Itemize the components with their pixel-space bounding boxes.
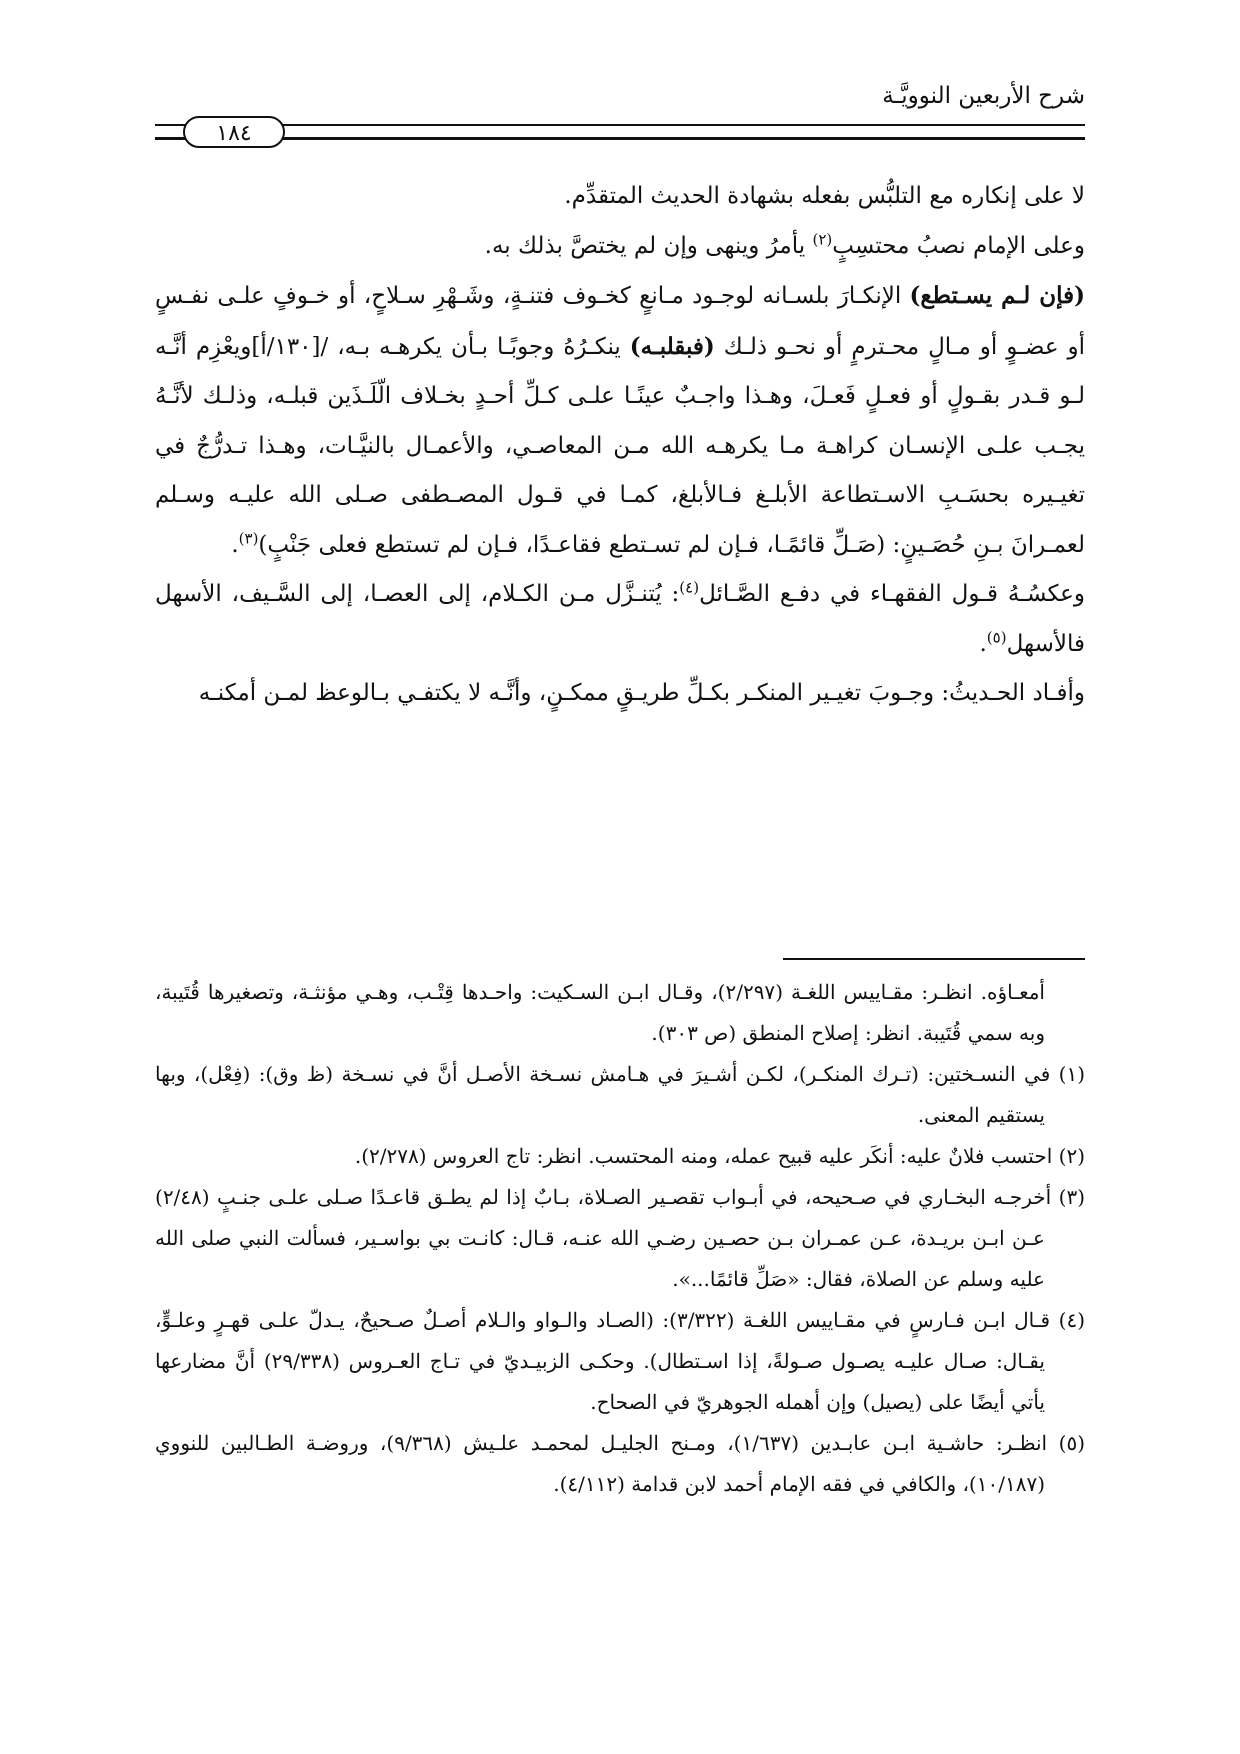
header-rule-thick bbox=[155, 137, 1085, 140]
footnote-3: (٣) أخرجـه البخـاري في صـحيحه، في أبـواب تقصـير الصـلاة، بـابٌ إذا لم يطـق قاعـدًا صـلى علـى جنـبٍ (٢/٤٨) عـن ابـن بريـدة، عـن عمـران بـن حصـين رضـي الله عنـه، قـال: كانـت بي بواسـير، فسألت النبي صلى الله عليه وسلم عن الصلاة، فقال: «صَلِّ قائمًا...». bbox=[155, 1185, 1085, 1291]
footnote-5: (٥) انظـر: حاشـية ابـن عابـدين (١/٦٣٧)، ومـنح الجليـل لمحمـد علـيش (٩/٣٦٨)، وروضـة الطـالبين للنووي (١٠/١٨٧)، والكافي في فقه الإمام أحمد لابن قدامة (٤/١١٢). bbox=[155, 1431, 1086, 1496]
header-rule-thin bbox=[155, 124, 1085, 126]
footnotes bbox=[155, 972, 1085, 1505]
footnote-ref-2: (٢) bbox=[812, 229, 833, 248]
footnote-ref-4: (٤) bbox=[679, 578, 700, 597]
paragraph-4 bbox=[155, 570, 1085, 669]
running-header-title: شرح الأربعين النوويَّـة bbox=[882, 83, 1085, 109]
footnote-4: (٤) قـال ابـن فـارسٍ في مقـاييس اللغـة (٣/٣٢٢): (الصـاد والـواو والـلام أصـلٌ صـحيحٌ، يـدلّ علـى قهـرٍ وعلـوٍّ، يقـال: صـال عليـه يصـول صـولةً، إذا اسـتطال). وحكـى الزبيـديّ في تـاج العـروس (٢٩/٣٣٨) أنَّ مضارعها يأتي أيضًا على (يصيل) وإن أهمله الجوهريّ في الصحاح. bbox=[155, 1308, 1086, 1414]
page-number: ١٨٤ bbox=[183, 116, 285, 148]
paragraph-4-text-a: وعكسُـهُ قـول الفقهـاء في دفـع الصَّـائل bbox=[699, 581, 1085, 607]
bold-phrase-if-unable: (فإن لـم يسـتطع) bbox=[909, 282, 1085, 309]
bold-phrase-with-heart: (فبقلبـه) bbox=[629, 332, 715, 360]
footnote-divider bbox=[783, 958, 1085, 960]
paragraph-3 bbox=[155, 271, 1085, 570]
paragraph-2-text-a: وعلى الإمام نصبُ محتسِبٍ bbox=[832, 232, 1085, 259]
paragraph-1: لا على إنكاره مع التلبُّس بفعله بشهادة الحديث المتقدِّم. bbox=[564, 183, 1085, 209]
paragraph-3-text-a: الإنكـارَ بلسـانه لوجـود مـانعٍ كخـوف فتنـةٍ، وشَـهْرِ سـلاحٍ، أو خـوفٍ علـى نفـسٍ أو عضـوٍ أو مـالٍ محـترمٍ أو نحـو ذلـك bbox=[155, 283, 1085, 360]
paragraph-4-end: . bbox=[979, 630, 987, 657]
paragraph-2-text-b: يأمرُ وينهى وإن لم يختصَّ بذلك به. bbox=[484, 232, 813, 259]
footnote-continuation: أمعـاؤه. انظـر: مقـاييس اللغـة (٢/٢٩٧)، وقـال ابـن السـكيت: واحـدها قِتْـب، وهـي مؤنثـة، وتصغيرها قُتَيبة، وبه سمي قُتَيبة. انظر: إصلاح المنطق (ص ٣٠٣). bbox=[155, 980, 1045, 1045]
main-text bbox=[155, 172, 1085, 719]
paragraph-5: وأفـاد الحـديثُ: وجـوبَ تغيـير المنكـر بكـلِّ طريـقٍ ممكـنٍ، وأنَّـه لا يكتفـي بـالوعظ لمـن أمكنـه bbox=[198, 680, 1085, 706]
paragraph-4-text-b: : يُتنـزَّل مـن الكـلام، إلى العصـا، إلى السَّـيف، الأسهل فالأسهل bbox=[155, 581, 1085, 657]
paragraph-3-end: . bbox=[231, 531, 239, 558]
paragraph-2 bbox=[155, 222, 1085, 272]
footnote-ref-3: (٣) bbox=[238, 528, 259, 547]
footnote-ref-5: (٥) bbox=[986, 627, 1007, 646]
footnote-2: (٢) احتسب فلانٌ عليه: أنكَر عليه قبيح عمله، ومنه المحتسب. انظر: تاج العروس (٢/٢٧٨). bbox=[354, 1144, 1085, 1168]
footnote-1: (١) في النسـختين: (تـرك المنكـر)، لكـن أشـيرَ في هـامش نسـخة الأصـل أنَّ في نسـخة (ظ وق): (فِعْل)، وبها يستقيم المعنى. bbox=[155, 1062, 1085, 1127]
paragraph-3-text-b: ينكـرُهُ وجوبًـا بـأن يكرهـه بـه، /[١٣٠/أ]ويعْزِم أنَّـه لـو قـدر بقـولٍ أو فعـلٍ فَعـلَ، وهـذا واجـبٌ عينًـا علـى كـلِّ أحـدٍ بخـلاف الّلَـذَين قبلـه، وذلـك لأنَّـهُ يجـب علـى الإنسـان كراهـة مـا يكرهـه الله مـن المعاصـي، والأعمـال بالنيَّـات، وهـذا تـدرُّجٌ في تغيـيره بحسَـبِ الاسـتطاعة الأبلـغ فـالأبلغ، كمـا في قـول المصـطفى صـلى الله عليـه وسـلم لعمـرانَ بـنِ حُصَـينٍ: (صَـلِّ قائمًـا، فـإن لم تسـتطع فقاعـدًا، فـإن لم تستطع فعلى جَنْبٍ) bbox=[155, 333, 1085, 558]
